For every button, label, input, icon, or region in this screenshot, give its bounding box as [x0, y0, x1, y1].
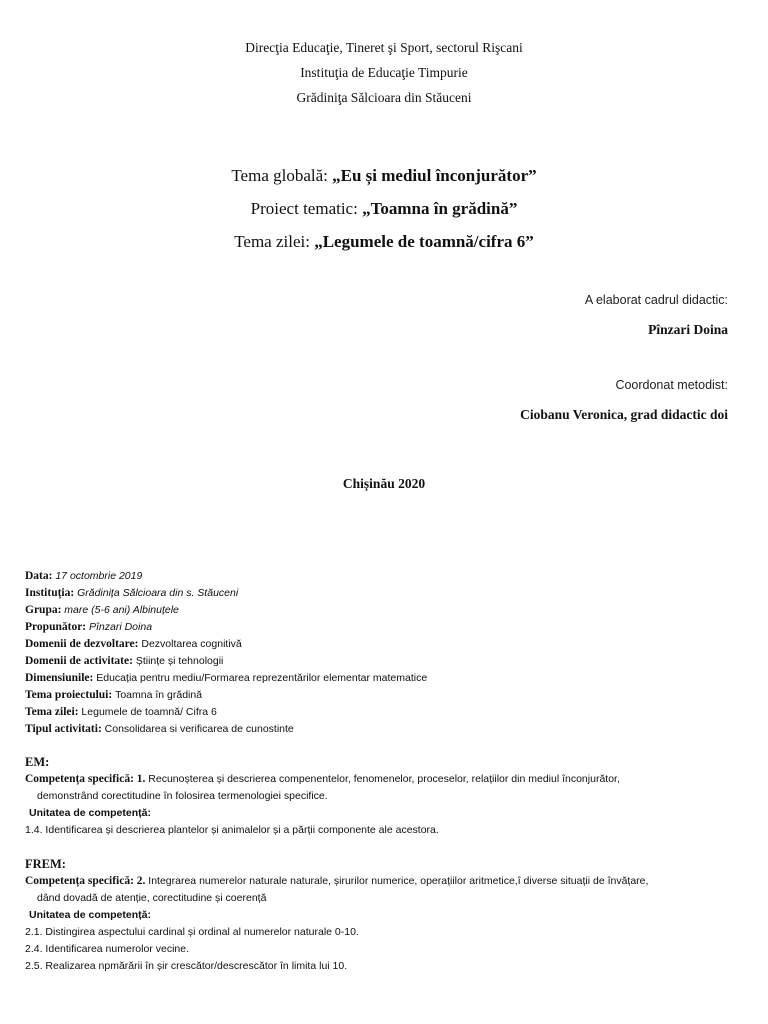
global-theme-label: Tema globală: [231, 166, 333, 185]
em-unit-title: Unitatea de competență: [29, 807, 151, 819]
day-theme-label: Tema zilei: [234, 232, 315, 251]
em-unit-item: 1.4. Identificarea și descrierea plantelor și animalelor și a părții componente ale acestora. [25, 824, 439, 836]
header-line-2: Instituţia de Educaţie Timpurie [300, 65, 468, 80]
project-theme-label: Proiect tematic: [250, 199, 363, 218]
global-theme-value: „Eu și mediul înconjurător” [332, 166, 537, 185]
activity-info [25, 568, 745, 738]
info-value: Toamna în grădină [115, 689, 203, 701]
em-competence-text: Recunoșterea și descrierea compenentelor, fenomenelor, proceselor, relațiilor din mediul înconjurător, [148, 773, 620, 785]
frem-unit-item: 2.1. Distingirea aspectului cardinal și ordinal al numerelor naturale 0-10. [25, 926, 359, 938]
em-competence-key: Competența specifică: 1. [25, 773, 149, 785]
info-key: Tipul activitati: [25, 723, 105, 735]
day-theme [0, 232, 768, 252]
frem-unit-item: 2.4. Identificarea numerolor vecine. [25, 943, 190, 955]
info-value: 17 octombrie 2019 [55, 570, 143, 582]
info-value: mare (5-6 ani) Albinuțele [64, 604, 179, 616]
info-row [25, 568, 745, 585]
project-theme-value: „Toamna în grădină” [362, 199, 518, 218]
coordinator-label: Coordonat metodist: [615, 378, 728, 392]
info-row [25, 602, 745, 619]
elaborated-label: A elaborat cadrul didactic: [584, 293, 728, 307]
frem-unit-title: Unitatea de competență: [29, 909, 151, 921]
info-row [25, 670, 745, 687]
info-key: Domenii de activitate: [25, 655, 136, 667]
info-key: Propunător: [25, 621, 89, 633]
frem-competence [25, 873, 743, 890]
info-key: Data: [25, 570, 56, 582]
info-key: Domenii de dezvoltare: [25, 638, 142, 650]
info-value: Educația pentru mediu/Formarea reprezentărilor elementar matematice [96, 672, 428, 684]
project-theme [0, 199, 768, 219]
frem-section [25, 856, 743, 975]
info-key: Instituția: [25, 587, 78, 599]
info-key: Dimensiunile: [25, 672, 97, 684]
frem-title: FREM: [25, 857, 66, 871]
frem-competence-continuation: dând dovadă de atenție, corectitudine și coerență [37, 892, 267, 904]
header-line-1: Direcţia Educaţie, Tineret şi Sport, sectorul Rişcani [245, 40, 523, 55]
em-competence [25, 771, 743, 788]
info-row [25, 653, 745, 670]
frem-competence-text: Integrarea numerelor naturale naturale, șirurilor numerice, operațiilor aritmetice,î diverse situații de învățare, [148, 875, 649, 887]
frem-competence-key: Competența specifică: 2. [25, 875, 149, 887]
global-theme [0, 166, 768, 186]
info-key: Tema zilei: [25, 706, 82, 718]
coordinator-name: Ciobanu Veronica, grad didactic doi [520, 407, 728, 422]
info-row [25, 721, 745, 738]
info-row [25, 704, 745, 721]
info-value: Dezvoltarea cognitivă [141, 638, 242, 650]
info-value: Pînzari Doina [89, 621, 153, 633]
info-row [25, 585, 745, 602]
city-year: Chișinău 2020 [342, 476, 426, 491]
info-row [25, 687, 745, 704]
day-theme-value: „Legumele de toamnă/cifra 6” [314, 232, 534, 251]
em-competence-continuation: demonstrând corectitudine în folosirea termenologiei specifice. [37, 790, 328, 802]
frem-unit-item: 2.5. Realizarea npmărării în șir crescător/descrescător în limita lui 10. [25, 960, 348, 972]
em-section [25, 754, 743, 839]
elaborated-name: Pînzari Doina [648, 322, 728, 337]
info-row [25, 636, 745, 653]
info-value: Consolidarea si verificarea de cunostinte [104, 723, 294, 735]
info-value: Științe și tehnologii [135, 655, 224, 667]
info-value: Grădinița Sălcioara din s. Stăuceni [77, 587, 239, 599]
info-key: Grupa: [25, 604, 65, 616]
info-row [25, 619, 745, 636]
info-value: Legumele de toamnă/ Cifra 6 [81, 706, 217, 718]
info-key: Tema proiectului: [25, 689, 116, 701]
em-title: EM: [25, 755, 50, 769]
header-line-3: Grădiniţa Sălcioara din Stăuceni [296, 90, 472, 105]
